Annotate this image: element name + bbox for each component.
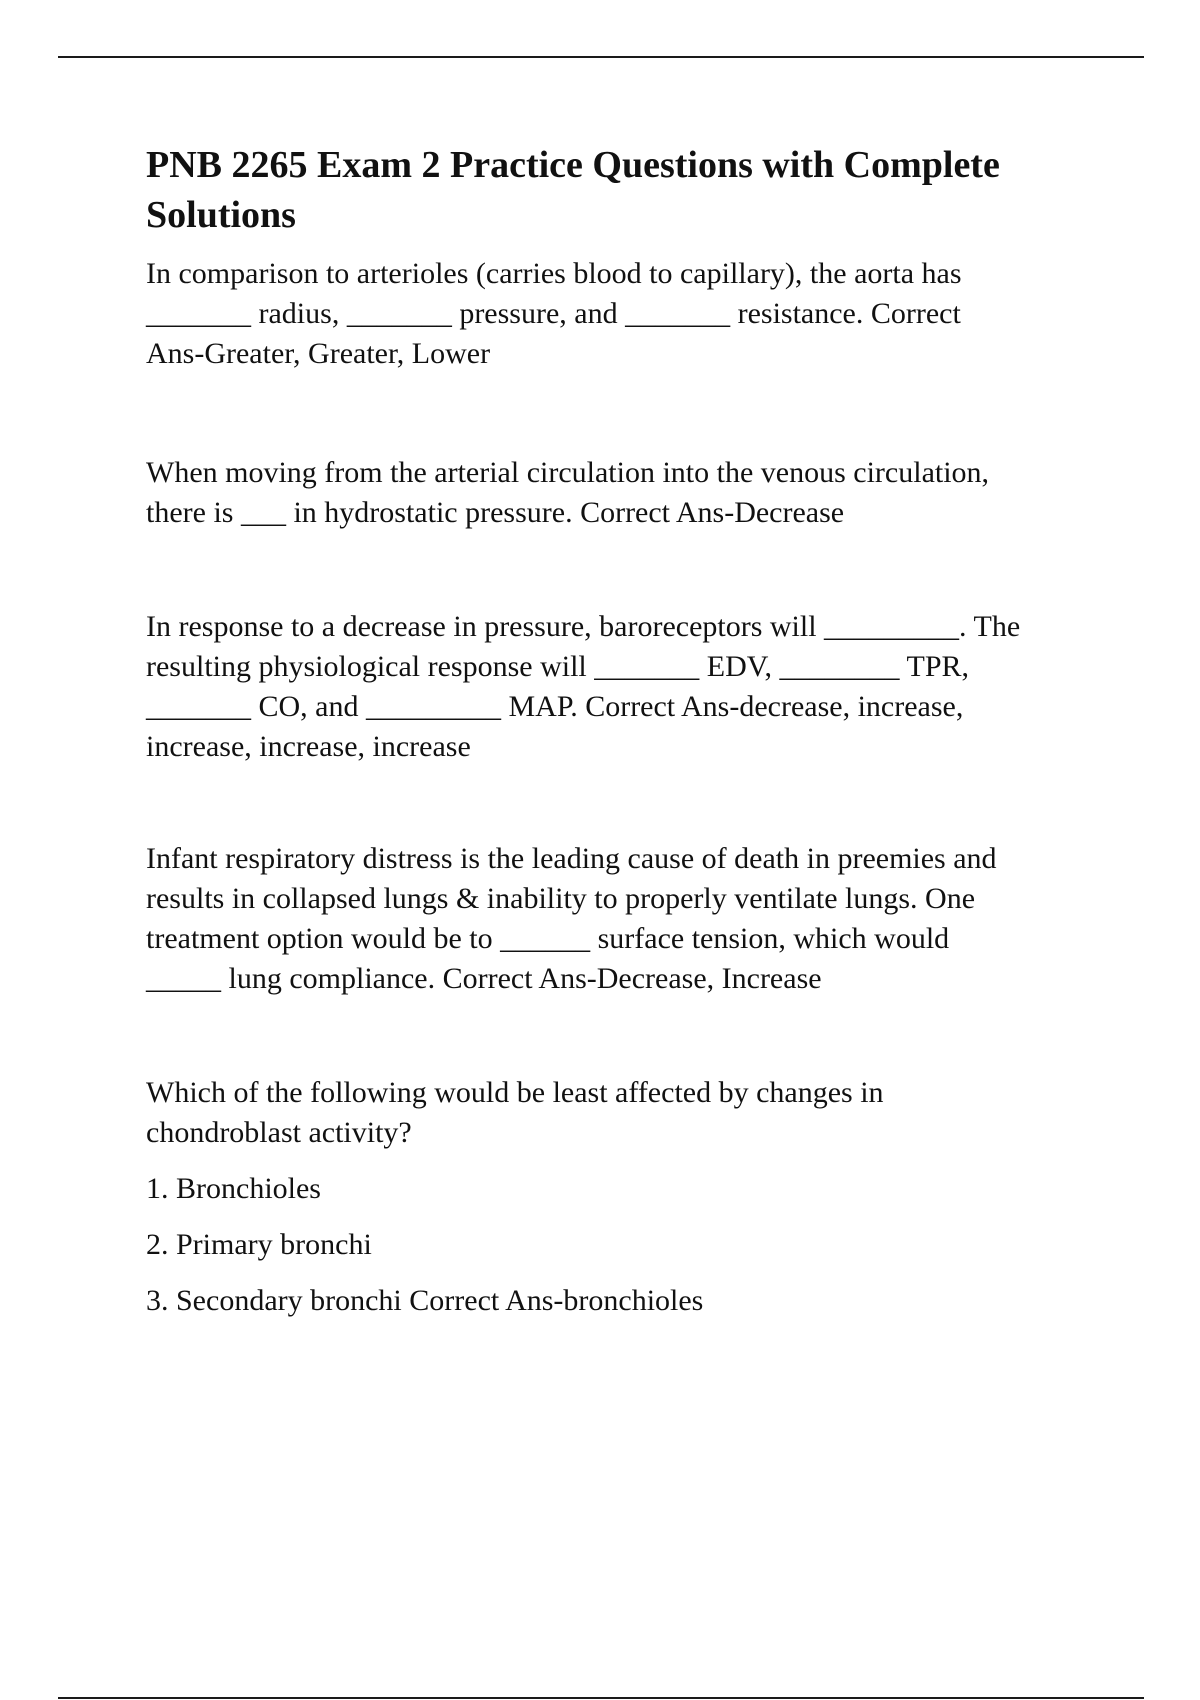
- answer-option-3: 3. Secondary bronchi Correct Ans-bronchioles: [146, 1284, 704, 1317]
- answer-options-list: [146, 1169, 1106, 1321]
- header-rule: [58, 56, 1144, 58]
- question-3: In response to a decrease in pressure, baroreceptors will _________. The resulting physiological response will _______ EDV, ________ TPR, _______ CO, and _________ MAP. Correct Ans-decrease, increase, increase, increase, increase: [146, 610, 1021, 763]
- question-4: Infant respiratory distress is the leading cause of death in preemies and results in collapsed lungs & inability to properly ventilate lungs. One treatment option would be to ______ surface tension, which would _____ lung compliance. Correct Ans-Decrease, Increase: [146, 842, 997, 995]
- question-1: In comparison to arterioles (carries blood to capillary), the aorta has _______ radius, _______ pressure, and _______ resistance. Correct Ans-Greater, Greater, Lower: [146, 257, 962, 370]
- answer-option-1: 1. Bronchioles: [146, 1172, 321, 1205]
- question-5: Which of the following would be least affected by changes in chondroblast activity?: [146, 1076, 884, 1149]
- document-body: [146, 140, 1106, 1337]
- document-title: PNB 2265 Exam 2 Practice Questions with Complete Solutions: [146, 144, 1000, 236]
- answer-option-2: 2. Primary bronchi: [146, 1228, 372, 1261]
- footer-rule: [58, 1697, 1144, 1699]
- question-2: When moving from the arterial circulation into the venous circulation, there is ___ in hydrostatic pressure. Correct Ans-Decrease: [146, 456, 990, 529]
